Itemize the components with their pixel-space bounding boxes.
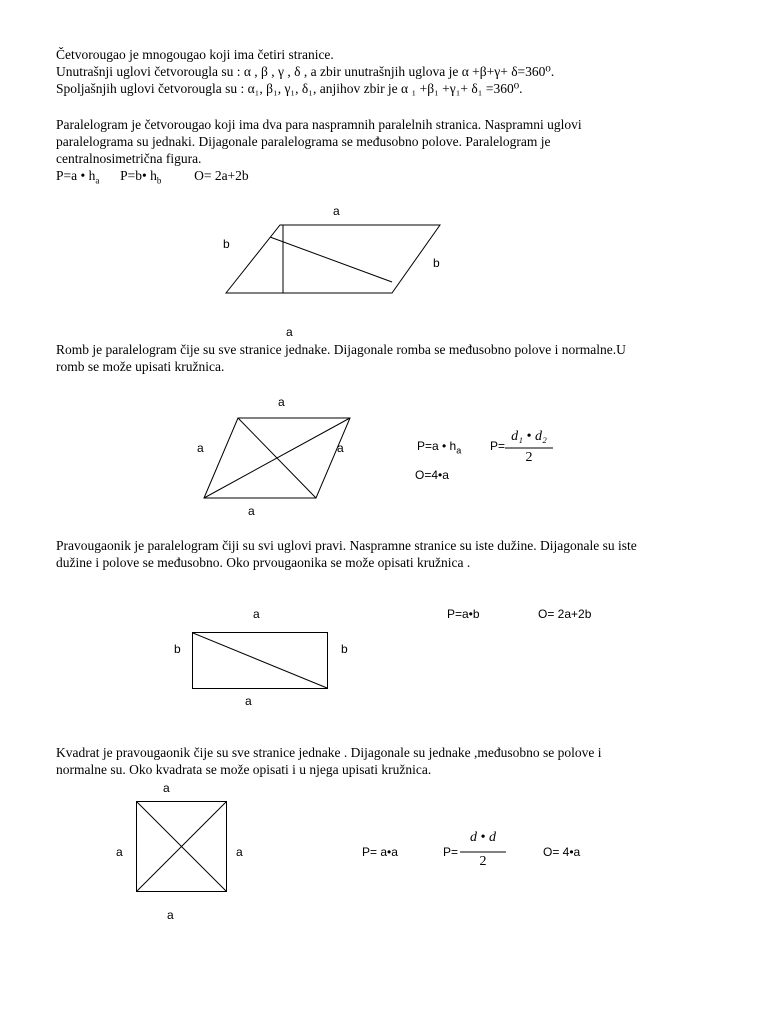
square-text-1: Kvadrat je pravougaonik čije su sve stranice jednake . Dijagonale su jednake ,međusobno se polove i <box>56 745 602 760</box>
rhombus-fraction-denominator: 2 <box>525 450 533 465</box>
square-area-formula-2-prefix: P= <box>443 845 459 859</box>
rhombus-label-bottom: a <box>248 504 255 518</box>
square-label-bottom: a <box>167 908 174 922</box>
area-formula-a: P=a • $h_a$ <box>56 168 100 186</box>
parallelogram-label-top: a <box>333 204 340 218</box>
intro-line-2: Unutrašnji uglovi četvorougla su : α , β , γ , δ , a zbir unutrašnjih uglova je α +β+γ+ δ=360⁰. <box>56 64 555 79</box>
rhombus-perimeter-formula: O=4•a <box>415 468 449 482</box>
rhombus-text-1: Romb je paralelogram čije su sve stranice jednake. Dijagonale romba se međusobno polove i normalne.U <box>56 342 626 357</box>
square-label-top: a <box>163 781 170 795</box>
rhombus-area-formula-2-prefix: P= <box>490 439 506 453</box>
rectangle-label-right: b <box>341 642 348 656</box>
rectangle-label-left: b <box>174 642 181 656</box>
square-label-left: a <box>116 845 123 859</box>
rhombus-area-formula-1: P=a • $h_a$ <box>417 439 462 456</box>
rectangle-text-2: dužine i polove se međusobno. Oko prvougaonika se može opisati kružnica . <box>56 555 471 570</box>
parallelogram-text-3: centralnosimetrična figura. <box>56 151 202 166</box>
square-fraction-numerator: d • d <box>470 830 496 845</box>
rectangle-label-top: a <box>253 607 260 621</box>
rectangle-label-bottom: a <box>245 694 252 708</box>
rectangle-area-formula: P=a•b <box>447 607 480 621</box>
rectangle-perimeter-formula: O= 2a+2b <box>538 607 592 621</box>
rhombus-label-top: a <box>278 395 285 409</box>
parallelogram-label-left: b <box>223 237 230 251</box>
rectangle-text-1: Pravougaonik je paralelogram čiji su svi uglovi pravi. Naspramne stranice su iste dužine. Dijagonale su iste <box>56 538 637 553</box>
parallelogram-text-1: Paralelogram je četvorougao koji ima dva para naspramnih paralelnih stranica. Naspramni uglovi <box>56 117 582 132</box>
square-fraction-denominator: 2 <box>479 854 487 869</box>
square-area-formula-1: P= a•a <box>362 845 398 859</box>
rhombus-label-right: a <box>337 441 344 455</box>
rhombus-label-left: a <box>197 441 204 455</box>
square-perimeter-formula: O= 4•a <box>543 845 581 859</box>
intro-line-1: Četvorougao je mnogougao koji ima četiri stranice. <box>56 47 334 62</box>
perimeter-formula: O= 2a+2b <box>194 168 249 183</box>
area-formula-b: P=b• $h_b$ <box>120 168 162 186</box>
square-text-2: normalne su. Oko kvadrata se može opisati i u njega upisati kružnica. <box>56 762 432 777</box>
rhombus-text-2: romb se može upisati kružnica. <box>56 359 225 374</box>
parallelogram-label-right: b <box>433 256 440 270</box>
parallelogram-label-bottom: a <box>286 325 293 339</box>
square-label-right: a <box>236 845 243 859</box>
intro-line-3: Spoljašnjih uglovi četvorougla su : α₁, β₁, γ₁, δ₁, anjihov zbir je α ₁ +β₁ +γ₁+ δ₁ =360⁰. <box>56 81 523 96</box>
rhombus-fraction-numerator: d₁ • d₂ <box>511 429 547 444</box>
parallelogram-text-2: paralelograma su jednaki. Dijagonale paralelograma se međusobno polove. Paralelogram je <box>56 134 551 149</box>
